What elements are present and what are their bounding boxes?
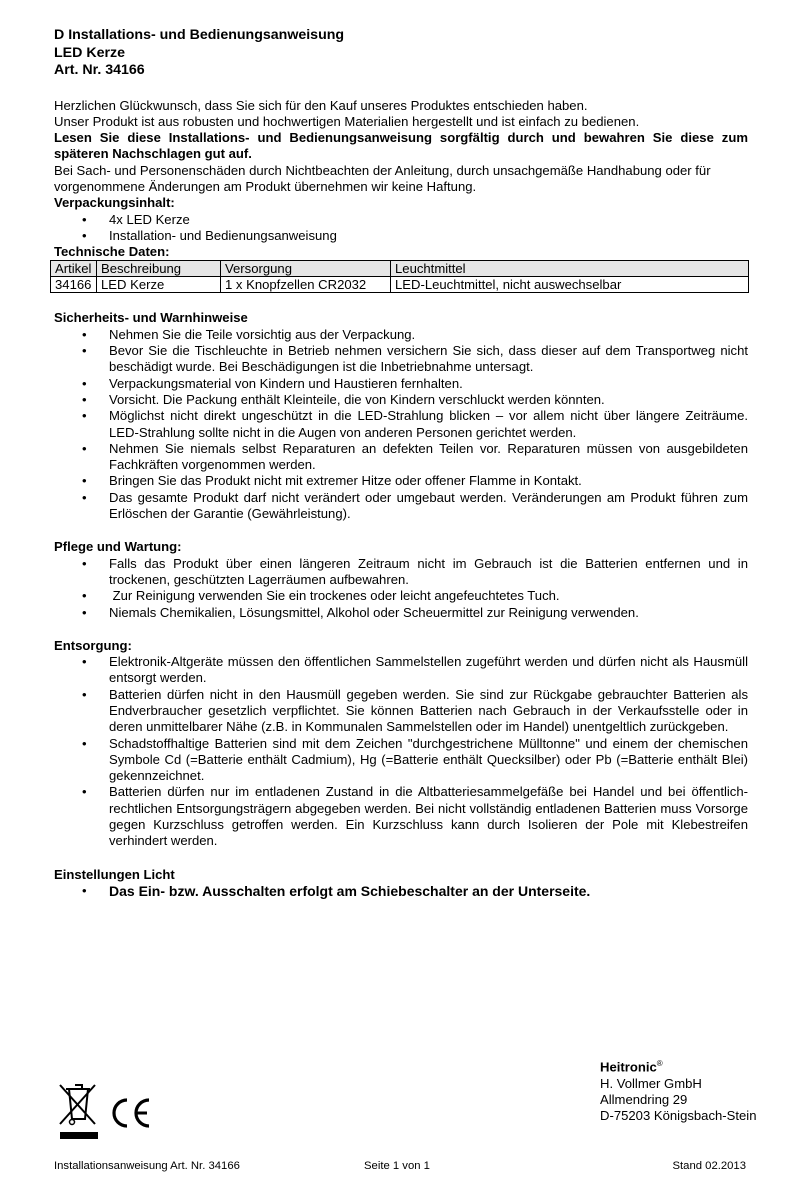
list-item: • Batterien dürfen nur im entladenen Zustand in die Altbatteriesammelgefäße bei Handel und bei öffentlich-rechtlichen Entsorgungsträgern abgegeben werden. Bei nicht vollständig entladenen Batterien muss Vorsorge gegen Kurzschluss getroffen werden. Ein Kurzschluss kann durch Isolieren der Pole mit Klebestreifen verhindert werden. [54, 784, 748, 849]
table-header-cell: Artikel [51, 261, 97, 277]
intro-paragraph-4: Bei Sach- und Personenschäden durch Nichtbeachten der Anleitung, durch unsachgemäße Handhabung oder für vorgenommene Änderungen am Produkt übernehmen wir keine Haftung. [54, 162, 711, 194]
list-item: • Falls das Produkt über einen längeren Zeitraum nicht im Gebrauch ist die Batterien entfernen und in trockenen, geschützten Lagerräumen aufbewahren. [54, 556, 748, 589]
ce-mark-icon [109, 1094, 159, 1134]
list-item: • Bevor Sie die Tischleuchte in Betrieb nehmen versichern Sie sich, dass dieser auf dem Transportweg nicht beschädigt wurde. Bei Beschädigungen ist die Inbetriebnahme untersagt. [54, 343, 748, 376]
address-line-3: D-75203 Königsbach-Stein [600, 1108, 757, 1124]
list-item: • Möglichst nicht direkt ungeschützt in die LED-Strahlung blicken – vor allem nicht über längere Zeiträume. LED-Strahlung sollte nicht in die Augen von anderen Personen gerichtet werden. [54, 408, 748, 441]
table-header-cell: Beschreibung [97, 261, 221, 277]
list-item: • Schadstoffhaltige Batterien sind mit dem Zeichen "durchgestrichene Mülltonne" und einem der chemischen Symbole Cd (=Batterie enthält Cadmium), Hg (=Batterie enthält Quecksilber) oder Pb (=Batterie enthält Blei) gekennzeichnet. [54, 736, 748, 785]
care-heading: Pflege und Wartung: [54, 539, 182, 555]
package-list [54, 212, 748, 245]
registered-mark: ® [656, 1059, 663, 1068]
list-item: • Das gesamte Produkt darf nicht verändert oder umgebaut werden. Veränderungen am Produkt führen zum Erlöschen der Garantie (Gewährleistung). [54, 490, 748, 523]
address-line-1: H. Vollmer GmbH [600, 1075, 702, 1091]
document-title [54, 27, 748, 80]
list-item: • Batterien dürfen nicht in den Hausmüll gegeben werden. Sie sind zur Rückgabe gebrauchter Batterien als Endverbraucher gesetzlich verpflichtet. Sie können Batterien nach Gebrauch in der Verkaufsstelle oder in deren unmittelbarer Nähe (z.B. in Kommunalen Sammelstellen oder im Handel) unentgeltlich zurückgeben. [54, 687, 748, 736]
address-line-2: Allmendring 29 [600, 1091, 688, 1107]
intro-section [54, 98, 748, 196]
intro-paragraph-bold: Lesen Sie diese Installations- und Bedienungsanweisung sorgfältig durch und bewahren Sie diese zum späteren Nachschlagen gut auf. [54, 130, 748, 162]
table-cell: LED Kerze [97, 277, 221, 293]
list-item: • 4x LED Kerze [54, 212, 748, 228]
disposal-list [54, 654, 748, 850]
title-line-1: D Installations- und Bedienungsanweisung [54, 27, 345, 43]
tech-table [50, 260, 749, 293]
light-instruction: Das Ein- bzw. Ausschalten erfolgt am Schiebeschalter an der Unterseite. [109, 882, 591, 899]
table-header-cell: Versorgung [221, 261, 391, 277]
list-item: • Vorsicht. Die Packung enthält Kleinteile, die von Kindern verschluckt werden könnten. [54, 392, 748, 408]
footer-left: Installationsanweisung Art. Nr. 34166 [54, 1160, 240, 1172]
page-footer [54, 1160, 746, 1172]
footer-page-number: Seite 1 von 1 [364, 1160, 430, 1172]
list-item [54, 883, 748, 900]
table-header-cell: Leuchtmittel [391, 261, 749, 277]
intro-paragraph-1: Herzlichen Glückwunsch, dass Sie sich für den Kauf unseres Produktes entschieden haben. [54, 97, 588, 113]
table-row [51, 277, 749, 293]
list-item: • Elektronik-Altgeräte müssen den öffentlichen Sammelstellen zugeführt werden und dürfen nicht als Hausmüll entsorgt werden. [54, 654, 748, 687]
list-item: • Bringen Sie das Produkt nicht mit extremer Hitze oder offener Flamme in Kontakt. [54, 473, 748, 489]
table-cell: LED-Leuchtmittel, nicht auswechselbar [391, 277, 749, 293]
light-heading: Einstellungen Licht [54, 866, 175, 882]
certification-marks [57, 1082, 157, 1142]
light-list [54, 883, 748, 900]
list-item: • Installation- und Bedienungsanweisung [54, 228, 748, 244]
safety-list [54, 327, 748, 523]
list-item: • Niemals Chemikalien, Lösungsmittel, Alkohol oder Scheuermittel zur Reinigung verwenden. [54, 605, 748, 621]
care-list [54, 556, 748, 621]
disposal-heading: Entsorgung: [54, 637, 132, 653]
title-line-3: Art. Nr. 34166 [54, 62, 145, 78]
list-item: • Zur Reinigung verwenden Sie ein trockenes oder leicht angefeuchtetes Tuch. [54, 588, 748, 604]
manufacturer-address [600, 1056, 757, 1125]
table-cell: 1 x Knopfzellen CR2032 [221, 277, 391, 293]
list-item: • Nehmen Sie die Teile vorsichtig aus der Verpackung. [54, 327, 748, 343]
package-heading: Verpackungsinhalt: [54, 195, 175, 211]
list-item: • Nehmen Sie niemals selbst Reparaturen an defekten Teilen vor. Reparaturen müssen von ausgebildeten Fachkräften vorgenommen werden. [54, 441, 748, 474]
document-page [54, 27, 748, 900]
footer-date: Stand 02.2013 [672, 1160, 746, 1172]
list-item: • Verpackungsmaterial von Kindern und Haustieren fernhalten. [54, 376, 748, 392]
table-header-row [51, 261, 749, 277]
title-line-2: LED Kerze [54, 44, 125, 61]
safety-heading: Sicherheits- und Warnhinweise [54, 310, 248, 326]
table-cell: 34166 [51, 277, 97, 293]
intro-paragraph-2: Unser Produkt ist aus robusten und hochwertigen Materialien hergestellt und ist einfach zu bedienen. [54, 113, 640, 129]
tech-heading: Technische Daten: [54, 244, 170, 260]
company-name: Heitronic [600, 1059, 657, 1075]
